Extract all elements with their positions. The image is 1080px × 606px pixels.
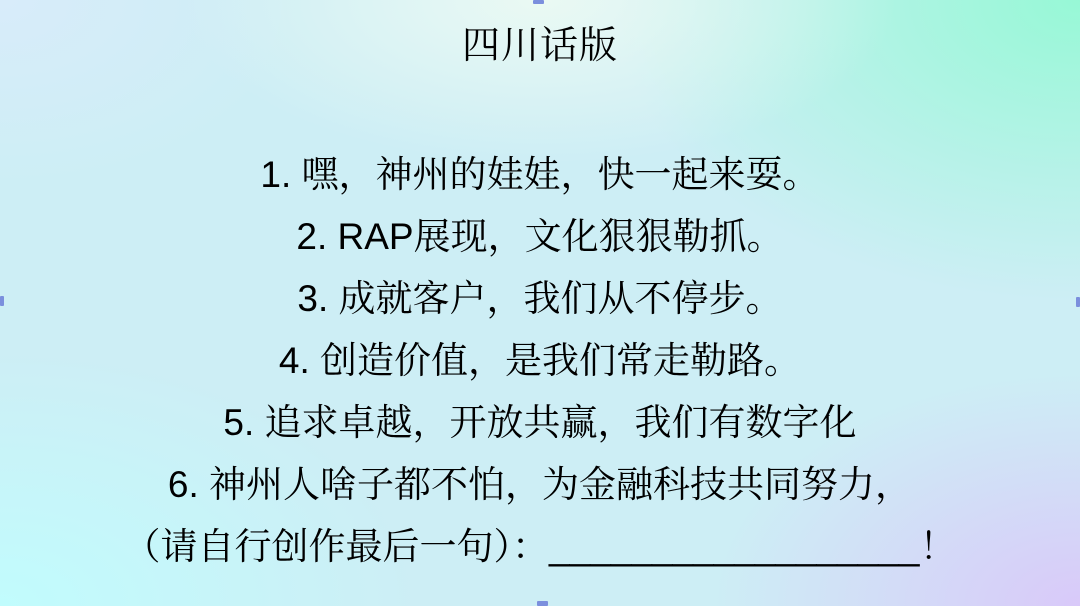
fill-in-blank-line: （请自行创作最后一句）：__________________！ [123, 526, 957, 567]
edge-mark-bottom [537, 601, 548, 606]
lyric-line-5: 5. 追求卓越，开放共赢，我们有数字化 [223, 402, 857, 443]
slide-title: 四川话版 [461, 25, 618, 67]
lyric-line-2: 2. RAP展现，文化狠狠勒抓。 [296, 216, 784, 257]
edge-mark-left [0, 296, 4, 306]
lyric-line-3: 3. 成就客户，我们从不停步。 [297, 278, 783, 319]
lyric-line-4: 4. 创造价值，是我们常走勒路。 [278, 340, 802, 381]
slide-body [0, 144, 1080, 578]
lyric-line-6: 6. 神州人啥子都不怕，为金融科技共同努力， [167, 464, 913, 505]
edge-mark-right [1076, 297, 1080, 307]
edge-mark-top [533, 0, 544, 4]
lyric-line-1: 1. 嘿，神州的娃娃，快一起来耍。 [260, 154, 820, 195]
